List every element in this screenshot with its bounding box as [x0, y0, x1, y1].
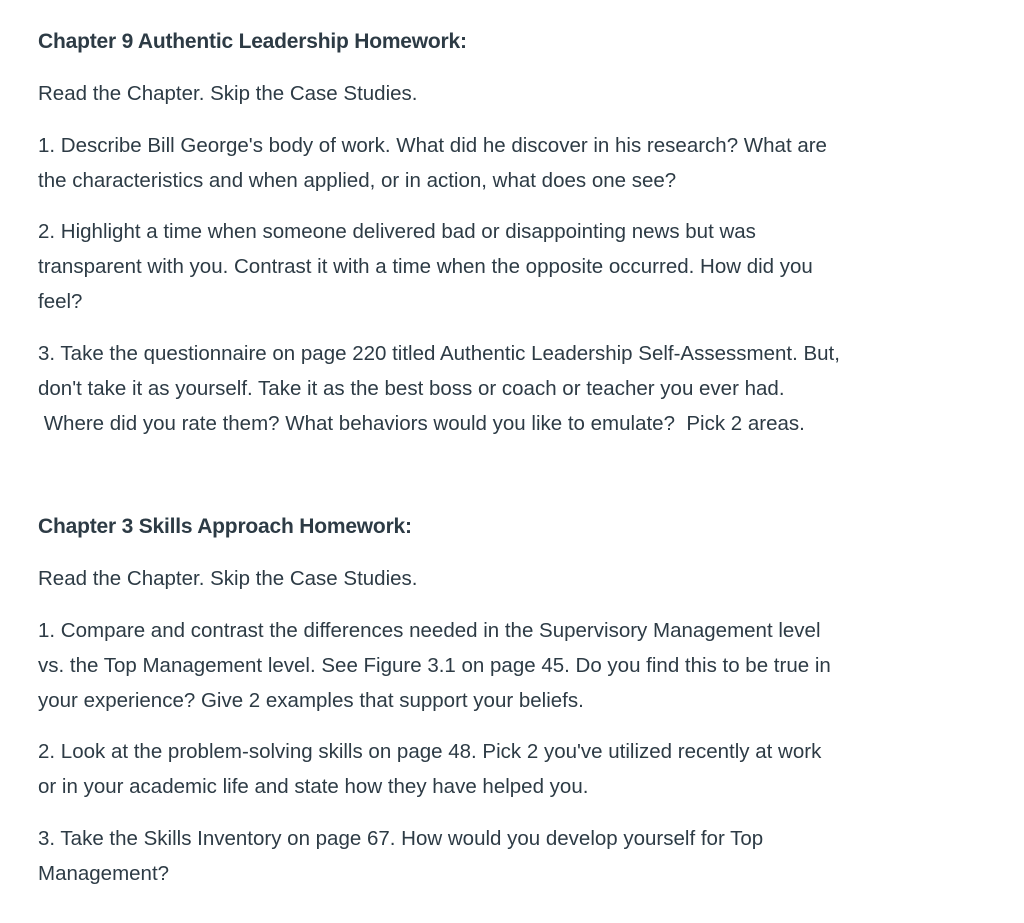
question-line: 1. Describe Bill George's body of work. What did he discover in his research? What are	[38, 134, 827, 157]
question-paragraph	[38, 128, 938, 198]
question-line: Where did you rate them? What behaviors would you like to emulate? Pick 2 areas.	[38, 412, 805, 435]
question-line: 3. Take the Skills Inventory on page 67. How would you develop yourself for Top	[38, 827, 764, 850]
question-paragraph	[38, 734, 938, 804]
question-line: 1. Compare and contrast the differences needed in the Supervisory Management level	[38, 619, 821, 642]
question-paragraph	[38, 613, 938, 718]
section-intro: Read the Chapter. Skip the Case Studies.	[38, 567, 418, 590]
question-paragraph	[38, 821, 938, 891]
question-line: 3. Take the questionnaire on page 220 titled Authentic Leadership Self-Assessment. But,	[38, 342, 840, 365]
question-line: feel?	[38, 290, 83, 313]
question-paragraph	[38, 336, 938, 441]
question-line: transparent with you. Contrast it with a time when the opposite occurred. How did you	[38, 255, 813, 278]
question-line: or in your academic life and state how they have helped you.	[38, 775, 589, 798]
question-line: 2. Look at the problem-solving skills on page 48. Pick 2 you've utilized recently at work	[38, 740, 822, 763]
question-paragraph	[38, 214, 938, 319]
section-intro: Read the Chapter. Skip the Case Studies.	[38, 82, 418, 105]
question-line: 2. Highlight a time when someone delivered bad or disappointing news but was	[38, 220, 756, 243]
question-line: Management?	[38, 862, 170, 885]
question-line: vs. the Top Management level. See Figure 3.1 on page 45. Do you find this to be true in	[38, 654, 831, 677]
section-heading-chapter-9: Chapter 9 Authentic Leadership Homework:	[38, 30, 467, 53]
question-line: the characteristics and when applied, or in action, what does one see?	[38, 169, 677, 192]
question-line: your experience? Give 2 examples that support your beliefs.	[38, 689, 584, 712]
section-heading-chapter-3: Chapter 3 Skills Approach Homework:	[38, 515, 412, 538]
question-line: don't take it as yourself. Take it as the best boss or coach or teacher you ever had.	[38, 377, 785, 400]
